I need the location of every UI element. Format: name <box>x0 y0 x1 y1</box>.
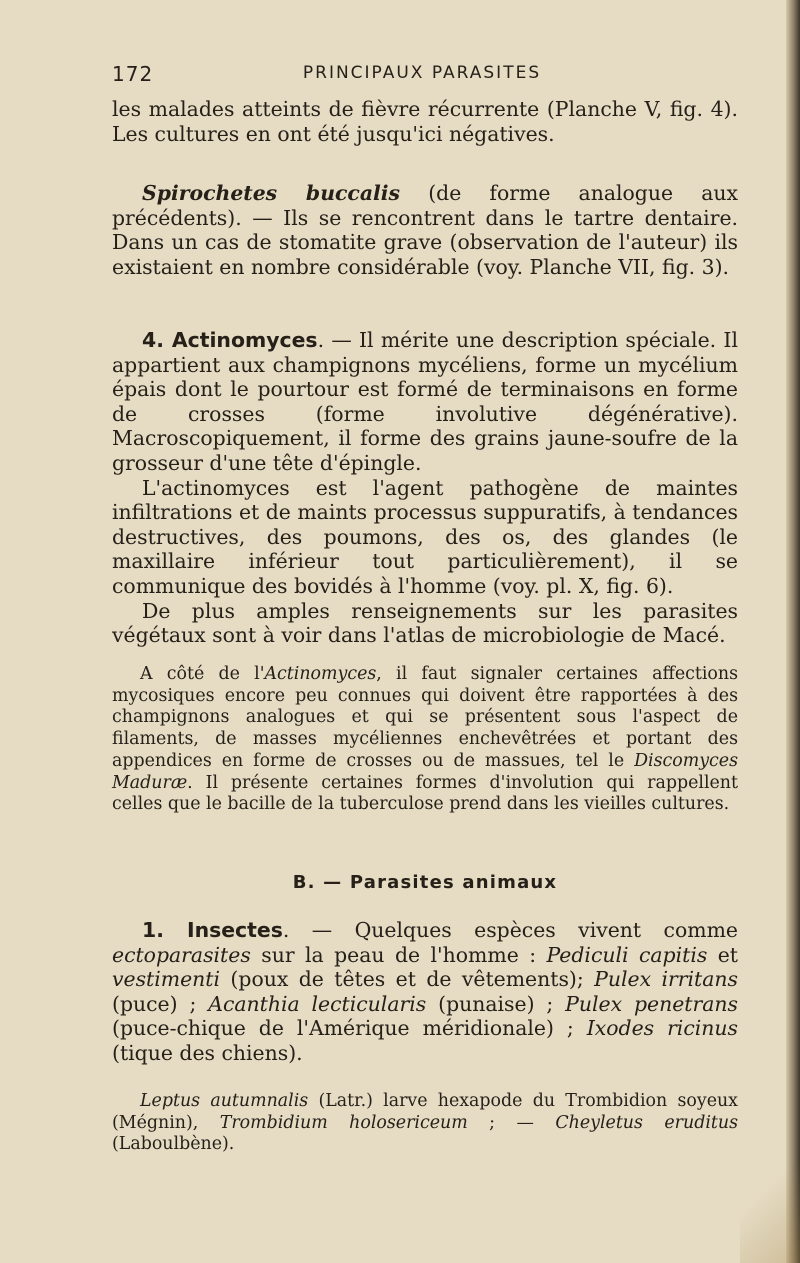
paragraph-intro: les malades atteints de fièvre récurrente (Planche V, fig. 4). Les cultures en ont été jusqu'ici négatives. <box>112 97 738 146</box>
note-insectes: Leptus autumnalis (Latr.) larve hexapode du Trombidion soyeux (Mégnin), Trombidium holosericeum ; — Cheyletus eruditus (Laboulbène). <box>112 1091 739 1155</box>
page-shade <box>740 1103 800 1263</box>
page-header <box>112 62 732 92</box>
heading-insectes: Insectes <box>186 918 283 942</box>
paragraph-actinomyces-3: De plus amples renseignements sur les parasites végétaux sont à voir dans l'atlas de microbiologie de Macé. <box>112 598 738 648</box>
paragraph-insectes: 1. Insectes. — Quelques espèces vivent comme ectoparasites sur la peau de l'homme : Pediculi capitis et vestimenti (poux de têtes et de vêtements); Pulex irritans (puce) ; Acanthia lecticularis (punaise) ; Pulex penetrans (puce-chique de l'Amérique méridionale) ; Ixodes ricinus (tique des chiens). <box>112 918 739 1065</box>
term-spirochetes: Spirochetes buccalis <box>142 181 401 205</box>
page-number: 172 <box>112 62 154 86</box>
section-heading: B. — Parasites animaux <box>292 872 558 893</box>
paragraph-spirochetes: Spirochetes buccalis (de forme analogue aux précédents). — Ils se rencontrent dans le tartre dentaire. Dans un cas de stomatite grave (observation de l'auteur) ils existaient en nombre considérable (voy. Planche VII, fig. 3). <box>112 181 738 279</box>
running-title: PRINCIPAUX PARASITES <box>302 63 542 83</box>
note-actinomyces: A côté de l'Actinomyces, il faut signaler certaines affections mycosiques encore peu connues qui doivent être rapportées à des champignons analogues et qui se présentent sous l'aspect de filaments, de masses mycéliennes enchevêtrées et portant des appendices en forme de crosses ou de massues, tel le Discomyces Maduræ. Il présente certaines formes d'involution qui rappellent celles que le bacille de la tuberculose prend dans les vieilles cultures. <box>112 664 738 815</box>
paragraph-actinomyces-2: L'actinomyces est l'agent pathogène de maintes infiltrations et de maints processus suppuratifs, à tendances destructives, des poumons, des os, des glandes (le maxillaire inférieur tout particulièrement), il se communique des bovidés à l'homme (voy. pl. X, fig. 6). <box>112 475 738 598</box>
paragraph-actinomyces: 4. Actinomyces. — Il mérite une description spéciale. Il appartient aux champignons mycéliens, forme un mycélium épais dont le pourtour est formé de terminaisons en forme de crosses (forme involutive dégénérative). Macroscopiquement, il forme des grains jaune-soufre de la grosseur d'une tête d'épingle. L'actinomyces est l'agent pathogène de maintes infiltrations et de maints processus suppuratifs, à tendances destructives, des poumons, des os, des glandes (le maxillaire inférieur tout particulièrement), il se communique des bovidés à l'homme (voy. pl. X, fig. 6). De plus amples renseignements sur les parasites végétaux sont à voir dans l'atlas de microbiologie de Macé. <box>112 328 738 648</box>
heading-actinomyces: Actinomyces <box>171 328 318 352</box>
page-edge <box>786 0 800 1263</box>
